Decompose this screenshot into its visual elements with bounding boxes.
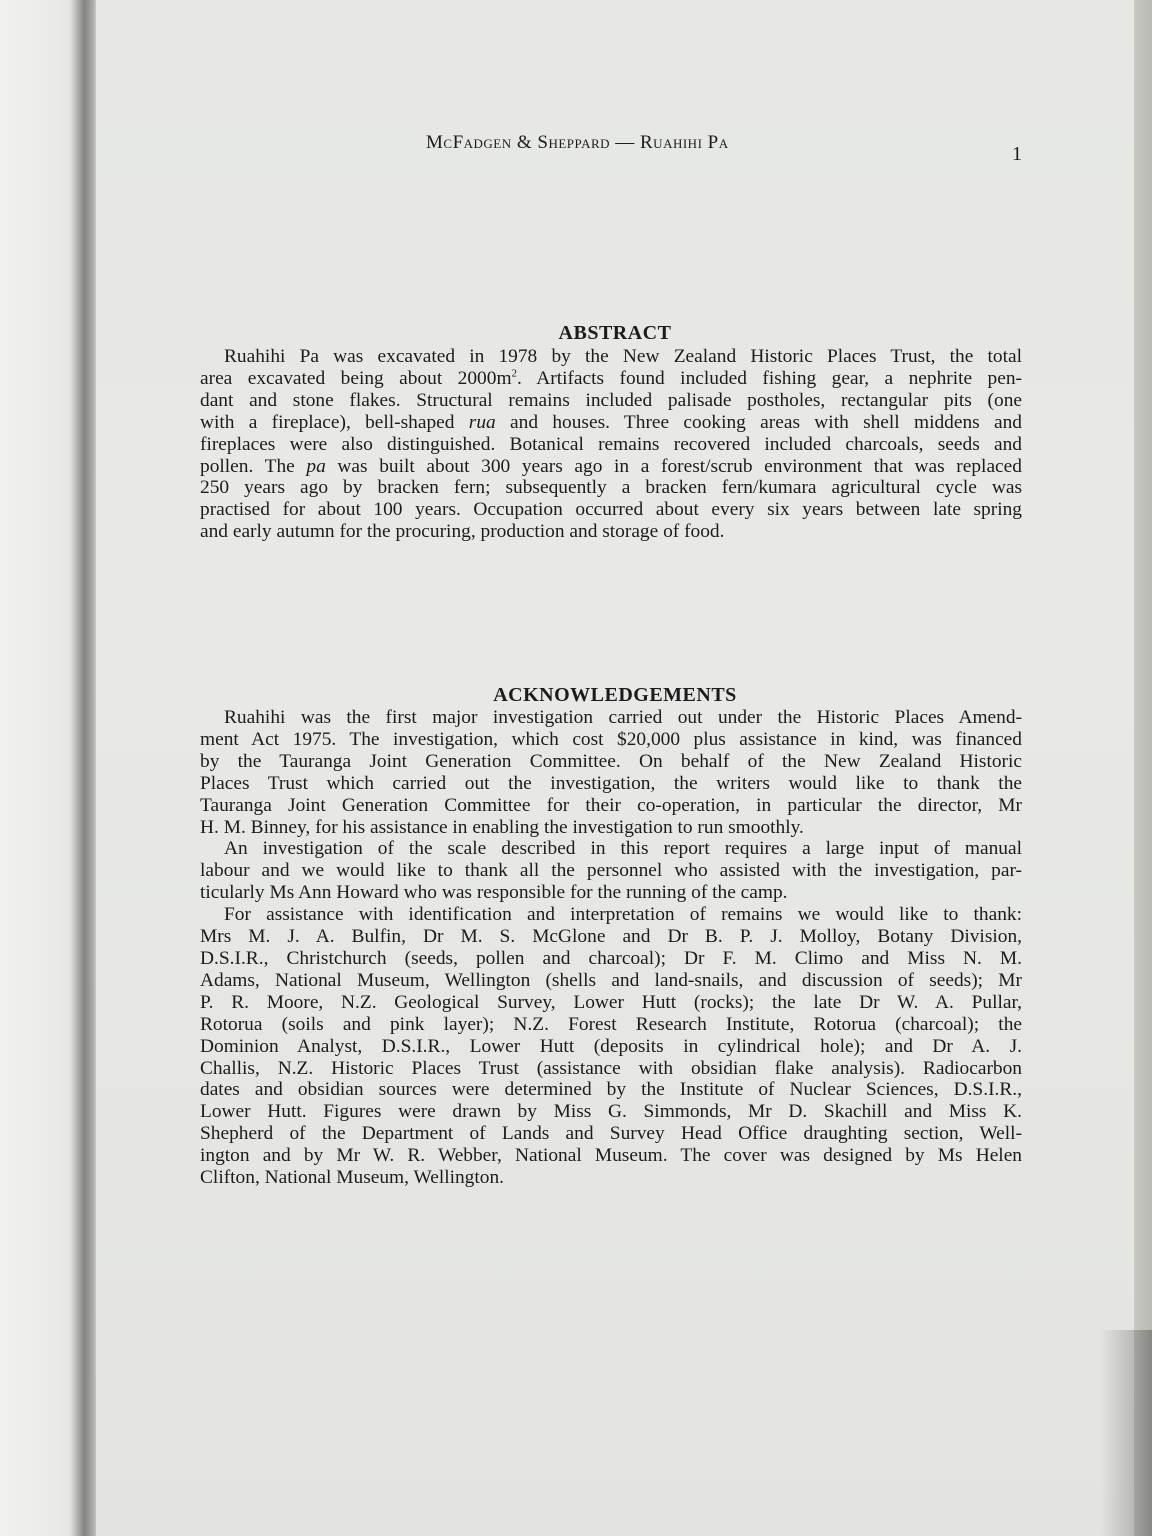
ack-line: Challis, N.Z. Historic Places Trust (assistance with obsidian flake analysis). Radiocarbon (200, 1057, 1022, 1079)
ack-line: Dominion Analyst, D.S.I.R., Lower Hutt (deposits in cylindrical hole); and Dr A. J. (200, 1035, 1022, 1057)
abstract-line: Ruahihi Pa was excavated in 1978 by the New Zealand Historic Places Trust, the total (224, 346, 1022, 367)
ack-line: P. R. Moore, N.Z. Geological Survey, Lower Hutt (rocks); the late Dr W. A. Pullar, (200, 991, 1022, 1013)
page-right-edge (1134, 0, 1152, 1536)
ack-line: An investigation of the scale described in this report requires a large input of manual (224, 838, 1022, 860)
abstract-line-text: and houses. Three cooking areas with shell middens and (510, 411, 1022, 433)
italic-term: rua (468, 411, 496, 433)
ack-line: ticularly Ms Ann Howard who was responsible for the running of the camp. (200, 882, 788, 904)
ack-line: Ruahihi was the first major investigation carried out under the Historic Places Amend- (224, 707, 1022, 728)
ack-line: D.S.I.R., Christchurch (seeds, pollen and charcoal); Dr F. M. Climo and Miss N. M. (200, 947, 1022, 969)
abstract-heading: ABSTRACT (558, 322, 672, 344)
abstract-line-text: area excavated being about 2000m (200, 367, 512, 389)
ack-line: Tauranga Joint Generation Committee for their co-operation, in particular the director, Mr (200, 794, 1022, 816)
abstract-line (200, 368, 1022, 390)
ack-line: Places Trust which carried out the investigation, the writers would like to thank the (200, 772, 1022, 794)
abstract-line-text: with a fireplace), bell-shaped (200, 411, 455, 433)
abstract-line: 250 years ago by bracken fern; subsequently a bracken fern/kumara agricultural cycle was (200, 477, 1022, 499)
abstract-line-text: was built about 300 years ago in a forest/scrub environment that was replaced (337, 455, 1022, 477)
abstract-line: dant and stone flakes. Structural remains included palisade postholes, rectangular pits (one (200, 389, 1022, 411)
abstract-line-text: pollen. The (200, 455, 295, 477)
ack-line: H. M. Binney, for his assistance in enabling the investigation to run smoothly. (200, 816, 804, 838)
running-head (426, 132, 826, 154)
ack-line: labour and we would like to thank all the personnel who assisted with the investigation, par- (200, 860, 1022, 882)
abstract-line: fireplaces were also distinguished. Botanical remains recovered included charcoals, seeds and (200, 433, 1022, 455)
abstract-line: and early autumn for the procuring, production and storage of food. (200, 521, 725, 543)
acknowledgements-heading: ACKNOWLEDGEMENTS (493, 684, 737, 706)
ack-line: by the Tauranga Joint Generation Committee. On behalf of the New Zealand Historic (200, 750, 1022, 772)
page-number: 1 (1012, 143, 1022, 165)
superscript: 2 (511, 367, 518, 380)
spine-shadow (70, 0, 96, 1536)
abstract-line: practised for about 100 years. Occupation occurred about every six years between late spring (200, 499, 1022, 521)
running-head-text: McFadgen & Sheppard — Ruahihi Pa (426, 132, 729, 153)
ack-line: For assistance with identification and interpretation of remains we would like to thank: (224, 904, 1022, 926)
abstract-line (200, 412, 1022, 434)
ack-line: Lower Hutt. Figures were drawn by Miss G. Simmonds, Mr D. Skachill and Miss K. (200, 1101, 1022, 1123)
ack-line: Mrs M. J. A. Bulfin, Dr M. S. McGlone and Dr B. P. J. Molloy, Botany Division, (200, 926, 1022, 948)
ack-line: ment Act 1975. The investigation, which cost $20,000 plus assistance in kind, was financed (200, 728, 1022, 750)
italic-term: pa (306, 455, 326, 477)
abstract-line-text: . Artifacts found included fishing gear, a nephrite pen- (517, 367, 1022, 389)
ack-line: dates and obsidian sources were determined by the Institute of Nuclear Sciences, D.S.I.R., (200, 1079, 1022, 1101)
abstract-body (200, 346, 1022, 543)
ack-line: Adams, National Museum, Wellington (shells and land-snails, and discussion of seeds); Mr (200, 969, 1022, 991)
page-corner-shadow (1100, 1330, 1152, 1536)
ack-line: Rotorua (soils and pink layer); N.Z. Forest Research Institute, Rotorua (charcoal); the (200, 1013, 1022, 1035)
abstract-line (200, 456, 1022, 478)
ack-line: Shepherd of the Department of Lands and Survey Head Office draughting section, Well- (200, 1123, 1022, 1145)
acknowledgements-body (200, 707, 1022, 1189)
ack-line: Clifton, National Museum, Wellington. (200, 1167, 505, 1189)
ack-line: ington and by Mr W. R. Webber, National Museum. The cover was designed by Ms Helen (200, 1145, 1022, 1167)
